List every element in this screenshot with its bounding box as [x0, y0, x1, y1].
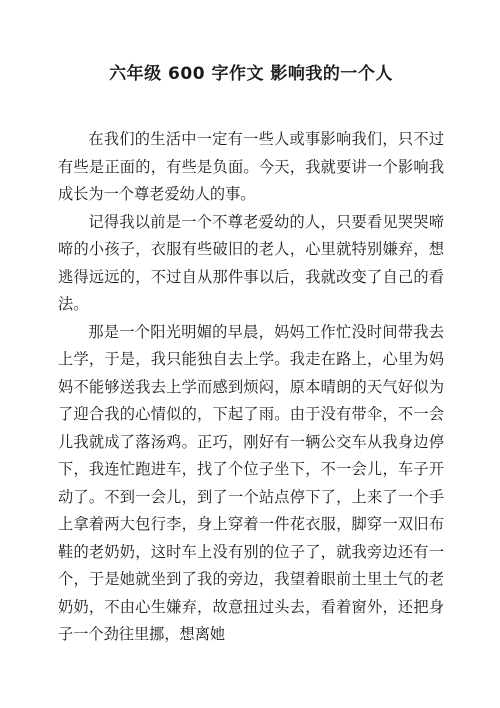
document-title: 六年级 600 字作文 影响我的一个人	[109, 64, 393, 84]
paragraph-2: 记得我以前是一个不尊老爱幼的人，只要看见哭哭啼啼的小孩子，衣服有些破旧的老人，心里就特别嫌弃，想逃得远远的，不过自从那件事以后，我就改变了自己的看法。	[58, 212, 444, 313]
document-body	[58, 126, 444, 649]
paragraph-1: 在我们的生活中一定有一些人或事影响我们，只不过有些是正面的，有些是负面。今天，我就要讲一个影响我成长为一个尊老爱幼人的事。	[58, 130, 444, 203]
paragraph-3: 那是一个阳光明媚的早晨，妈妈工作忙没时间带我去上学，于是，我只能独自去上学。我走在路上，心里为妈妈不能够送我去上学而感到烦闷，原本晴朗的天气好似为了迎合我的心情似的，下起了雨。由于没有带伞，不一会儿我就成了落汤鸡。正巧，刚好有一辆公交车从我身边停下，我连忙跑进车，找了个位子坐下，不一会儿，车子开动了。不到一会儿，到了一个站点停下了，上来了一个手上拿着两大包行李，身上穿着一件花衣服，脚穿一双旧布鞋的老奶奶，这时车上没有别的位子了，就我旁边还有一个，于是她就坐到了我的旁边，我望着眼前土里土气的老奶奶，不由心生嫌弃，故意扭过头去，看着窗外，还把身子一个劲往里挪，想离她	[58, 322, 444, 643]
